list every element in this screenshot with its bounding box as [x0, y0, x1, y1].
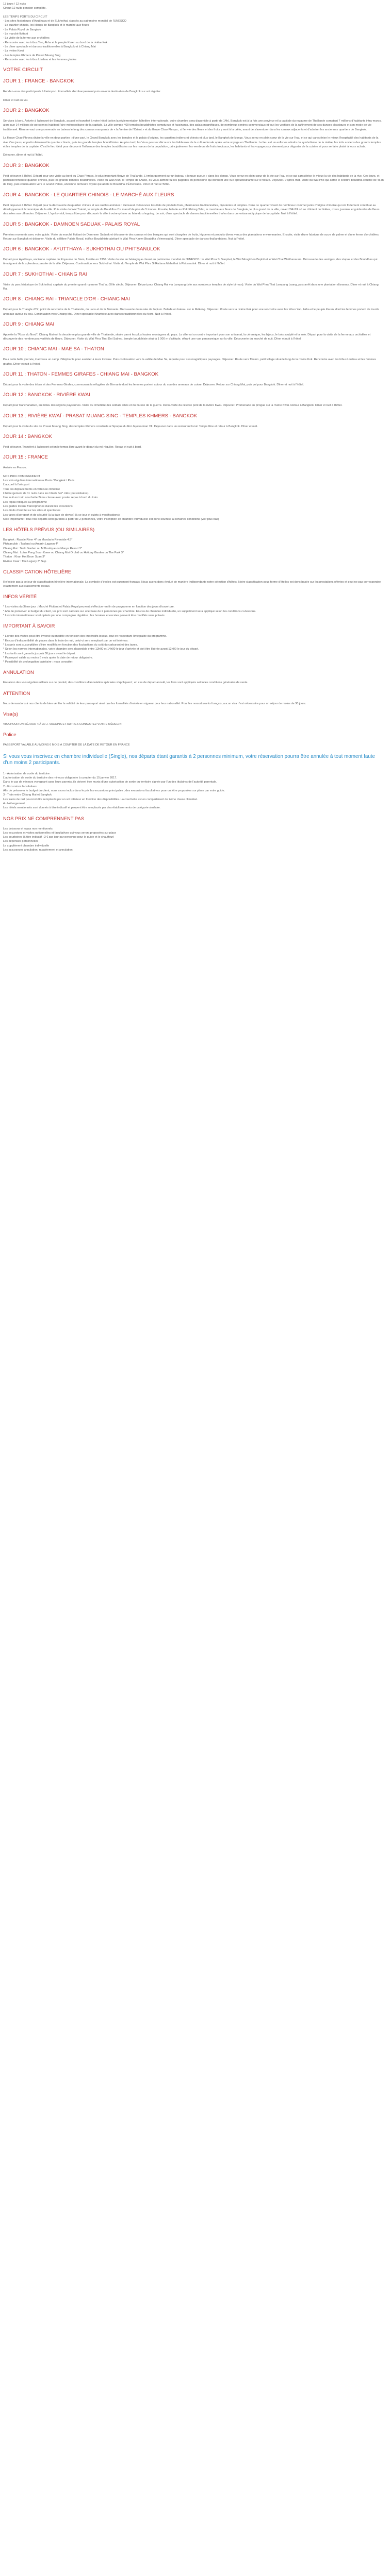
important-item: * Les prix sont susceptibles d'être modifiés en fonction des fluctuations du coût du carburant et des taxes.	[3, 643, 138, 647]
excluded-item: Les dépenses personnelles	[3, 840, 39, 843]
day-title: JOUR 11 : THATON - FEMMES GIRAFES - CHIANG MAI - BANGKOK	[3, 371, 158, 378]
hotel-item: Chiang Rai : Teak Garden ou M Boutique ou Manya Resort 3*	[3, 547, 82, 550]
day-title: JOUR 6 : BANGKOK - AYUTTHAYA - SUKHOTHAI OU PHITSANULOK	[3, 246, 160, 252]
important-item: * En cas d'indisponibilité de places dans le train de nuit, celui-ci sera remplacé par un vol intérieur.	[3, 639, 128, 642]
condition-item: L'autorisation de sortie du territoire des mineurs obligatoire à compter du 15 janvier 2017.	[3, 776, 117, 780]
day-title: JOUR 3 : BANGKOK	[3, 162, 50, 168]
day-description: Départ pour le Triangle d'Or, point de rencontre de la Thaïlande, du Laos et de la Birmanie. Découverte du musée de l'opium. Balade en bateau sur le Mékong. Déjeuner. Route vers la rivière Kok pour une rencontre avec les tribus Yao, Akha et le peuple Karen, dont les femmes portent de lourds anneaux autour du cou. Continuation vers Chiang Mai. Dîner spectacle Khantoke avec danses traditionnelles du Nord. Nuit à l'hôtel.	[3, 308, 379, 316]
important-list	[3, 634, 384, 664]
highlight-item: - Le quartier chinois, les klongs de Bangkok et le marché aux fleurs	[3, 24, 89, 27]
single-room-banner	[3, 754, 384, 767]
excluded-item: Le supplément chambre individuelle	[3, 844, 50, 848]
itinerary-days	[3, 78, 384, 470]
important-item: * Possibilité de prolongation balnéaire : nous consulter.	[3, 660, 73, 664]
hotels-title: LES HÔTELS PRÉVUS (OU SIMILAIRES)	[3, 527, 95, 533]
condition-item: 4 - Hébergement	[3, 802, 25, 805]
important-item: * L'ordre des visites peut être inversé ou modifié en fonction des impératifs locaux, tout en respectant l'intégralité du programme.	[3, 635, 167, 638]
day-title: JOUR 13 : RIVIÈRE KWAÏ - PRASAT MUANG SING - TEMPLES KHMERS - BANGKOK	[3, 413, 198, 419]
day-description: Services à bord. Arrivée à l'aéroport de Bangkok, accueil et transfert à votre hôtel (selon la réglementation hôtelière internationale, votre chambre sera disponible à partir de 14h). Bangkok est à la fois une province et la capitale du royaume de Thaïlande comptant 7 millions d'habitants intra-muros, alors que 14 millions de personnes habitent l'aire métropolitaine de la capitale. La ville compte 400 temples bouddhistes somptueux et fascinants, des palais magnifiques, de nombreux centres commerciaux et tout les vestiges de la raffinement de ses danses classiques et son mode de vie traditionnel. Rien ne vaut une promenade en bateau le long des canaux marquants de « la Venise de l'Orient » et du fleuve Chao Phraya ; si l'envie des fleurs et des fruits y sont à la crête, avant de s'aventurer dans les canaux adjacents et d'admirer les anciennes quartiers de Bangkok.	[3, 120, 382, 131]
included-item: Les vols réguliers internationaux Paris / Bangkok / Paris	[3, 479, 75, 483]
condition-item: Dans le cas de mineurs voyageant sans leurs parents, ils doivent être munis d'une autorisation de sortie du territoire signée par l'un des titulaires de l'autorité parentale.	[3, 781, 217, 784]
highlights-title: LES TEMPS FORTS DU CIRCUIT	[3, 15, 47, 19]
day-description: Départ pour Kanchanaburi, au milieu des régions paysannes. Visite du cimetière des soldats alliés et du musée de la guerre. Découverte du célèbre pont de la rivière Kwai. Déjeuner. Promenade en pirogue sur la rivière Kwai. Retour à Bangkok. Dîner et nuit à l'hôtel.	[3, 404, 343, 408]
visa-title: Visa(s)	[3, 711, 18, 717]
police-text: PASSEPORT VALABLE AU MOINS 6 MOIS À COMPTER DE LA DATE DE RETOUR EN FRANCE	[3, 743, 130, 747]
day-description: Pour cette belle journée, il arrivera un camp d'éléphants pour assister à leurs travaux. Puis continuation vers la vallée de Mae Sa, réputée pour ses magnifiques paysages. Déjeuner. Route vers Thaton, petit village situé le long de la rivière Kok. Rencontre avec les tribus Lisshau et les femmes girafes. Dîner et nuit à l'hôtel.	[3, 358, 376, 366]
day-description: Départ pour Ayutthaya, ancienne capitale du Royaume de Siam, fondée en 1350. Visite du site archéologique classé au patrimoine mondial de l'UNESCO : le Wat Phra Si Sanphet, le Wat Mongkhon Bophit et le Wat Chai Watthanaram. Découverte des vestiges, des stupas et des Bouddhas qui témoignent de la splendeur passée de la ville. Déjeuner. Continuation vers Sukhothai. Visite du Temple de Wat Phra Si Rattana Mahathat à Phitsanulok. Dîner et nuit à l'hôtel.	[3, 258, 378, 266]
important-item: * Passeport valide au moins 6 mois après la date de retour obligatoire.	[3, 656, 93, 659]
excluded-item: Les boissons et repas non mentionnés	[3, 827, 53, 831]
day-title: JOUR 2 : BANGKOK	[3, 108, 50, 114]
info-item: * Afin de préserver le budget du client, les prix sont calculés sur une base de 2 personnes par chambre. En cas de chambre individuelle, un supplément sera appliqué selon les conditions ci-dessous.	[3, 609, 256, 613]
itinerary-title: VOTRE CIRCUIT	[3, 67, 43, 73]
tour-intro	[3, 2, 384, 11]
included-item: Note importante : tous nos départs sont garantis à partir de 2 personnes, votre inscription en chambre individuelle est donc soumise à certaines conditions (voir plus bas)	[3, 517, 219, 521]
highlights-section	[3, 15, 384, 62]
info-title: INFOS VÉRITÉ	[3, 594, 37, 600]
condition-item: 1 - Autorisation de sortie du territoire	[3, 772, 50, 775]
classification-text: Il n'existe pas à ce jour de classification hôtelière internationale. La symbole d'étoiles est purement français. Nous avons donc évalué de manière indépendante notre sélection d'hôtels. Notre classification sous forme d'étoiles est donc basée sur les prestations offertes et peut ne pas correspondre exactement aux classements locaux.	[3, 580, 381, 588]
hotel-item: Rivière Kwaï : The Legacy 3* Sup	[3, 560, 46, 563]
attention-title: ATTENTION	[3, 690, 30, 696]
highlight-item: - Les temples Khmers de Prasat Muang Sing	[3, 54, 61, 57]
day-description: Arrivée en France.	[3, 466, 27, 470]
day-title: JOUR 8 : CHIANG RAI - TRIANGLE D'OR - CHIANG MAI	[3, 296, 130, 302]
info-item: * Les vols internationaux sont opérés par une compagnie régulière ; les horaires et escales peuvent être modifiés sans préavis.	[3, 614, 166, 618]
excluded-title: NOS PRIX NE COMPRENNENT PAS	[3, 815, 84, 821]
highlight-item: - Le marché flottant	[3, 32, 28, 36]
tour-board: Circuit 12 nuits pension complète.	[3, 7, 46, 10]
police-title: Police	[3, 732, 17, 738]
day-description: Départ pour la visite des tribus et des Femmes Girafes, communautés réfugiées de Birmanie dont les femmes portent autour du cou des anneaux de cuivre. Déjeuner. Retour sur Chiang Mai, puis vol pour Bangkok. Dîner et nuit à l'hôtel.	[3, 383, 304, 387]
condition-item: Afin de préserver le budget du client, nous avons inclus dans le prix les excursions principales ; des excursions facultatives pourront être proposées sur place par votre guide.	[3, 789, 225, 793]
classification-title: CLASSIFICATION HÔTELIÈRE	[3, 568, 72, 574]
important-item: * Les tarifs sont garantis jusqu'à 30 jours avant le départ.	[3, 652, 76, 655]
day-description: La fleuve Chao Phraya divise la ville en deux parties : d'une part, le Grand Bangkok avec les temples et le palais d'origine, les quartiers indiens et chinois et plus tard, le Bangkok de klongs. Vous serez en plein cœur de la vie sur l'eau et ce qui caractérise le mieux l'hospitalité des habitants de la rive. Ces jours, et particulièrement le quartier chinois, puis les grands temples bouddhistes. Au plus tard, les Vous pourrez découvrir les faiblesses de la culture locale après votre voyage en Thaïlande. Le lieu est un enfin les attraits du symbolisme de la rivière, les toits anciens des grands temples et les temples de la capitale. C'est le lieu idéal pour découvrir l'influence des temples bouddhistes sur les mœurs de la population, principalement les vendeurs de fruits tropicaux, les habitants et les voyageurs y viennent pour déguster de la cuisine et pour se faire plaisir à leurs achats.	[3, 137, 381, 148]
day-title: JOUR 9 : CHIANG MAI	[3, 321, 55, 327]
visa-text: VISA POUR UN SÉJOUR < À 30 J. VACCINS ET AUTRES CONSULTEZ VOTRE MÉDECIN	[3, 723, 122, 726]
cancellation-title: ANNULATION	[3, 669, 34, 675]
day-description: Appelée la "Rose du Nord", Chiang Mai est la deuxième plus grande ville de Thaïlande, située parmi les plus hautes montagnes du pays. La ville est un centre important pour son artisanat, la céramique, les bijoux, le bois sculpté et la soie. Départ pour la visite de la ferme aux orchidées et découverte des nombreuses variétés de fleurs. Déjeuner. Visite du Wat Phra That Doi Suthep, temple bouddhiste situé à 1 000 m d'altitude, offrant une vue panoramique sur la ville. Découverte du marché de nuit. Dîner et nuit à l'hôtel.	[3, 333, 371, 341]
included-item: Les repas indiqués au programme	[3, 500, 47, 504]
day-title: JOUR 10 : CHIANG MAI - MAE SA - THATON	[3, 346, 104, 352]
day-title: JOUR 1 : FRANCE - BANGKOK	[3, 78, 74, 84]
highlight-item: - Rencontre avec les tribus Yao, Akha et le peuple Karen au bord de la rivière Kok	[3, 41, 108, 44]
hotel-item: Chiang Mai : Lotus Pang Suan Kaew ou Chiang Mai Orchid ou Holiday Garden ou The Park 3*	[3, 551, 124, 554]
day-description: Déjeuner, dîner et nuit à l'hôtel.	[3, 154, 43, 157]
hotel-item: Phitsanulok : Topland ou Amarin Lagoon 4*	[3, 543, 58, 546]
cancellation-text: En raison des vols réguliers utilisés sur ce produit, des conditions d'annulation spéciales s'appliquent ; en cas de départ annulé, les frais sont appliqués selon les conditions générales de vente.	[3, 681, 249, 685]
included-item: L'hébergement de 11 nuits dans les hôtels 3/4* cités (ou similaires)	[3, 492, 89, 496]
highlight-item: - Rencontre avec les tribus Lisshau et les femmes girafes	[3, 58, 77, 61]
condition-item: Les hôtels mentionnés sont donnés à titre indicatif et peuvent être remplacés par des établissements de catégorie similaire.	[3, 806, 161, 810]
day-title: JOUR 12 : BANGKOK - RIVIÈRE KWAI	[3, 392, 90, 398]
included-item: Les guides locaux francophones durant les excursions	[3, 504, 73, 508]
day-description: Petit déjeuner à l'hôtel. Départ pour une visite au bord du Chao Phraya, le plus important fleuve de Thaïlande. L'embarquement sur un bateau « longue queue » dans les klongs. Vous serez en plein cœur de la vie sur l'eau et ce qui caractérise le mieux la vie des habitants de la rive. Ces jours, et particulièrement le quartier chinois, puis les grands temples bouddhistes. Visite du Wat Arun, le Temple de l'Aube, où vous admirerez les pagodes en porcelaine qui donnent une vue époustouflante sur le fleuve. Déjeuner. L'après-midi, visite du Wat Pho qui abrite le célèbre bouddha couché de 46 m de long, puis continuation vers le Grand Palais, ancienne demeure royale qui abrite le Bouddha d'Émeraude. Dîner et nuit à l'hôtel.	[3, 174, 384, 187]
hotel-item: Thaton : Khan Hot Boon Suan 3*	[3, 555, 45, 559]
day-title: JOUR 7 : SUKHOTHAI - CHIANG RAI	[3, 271, 87, 277]
info-list	[3, 605, 384, 618]
conditions-list	[3, 772, 384, 810]
important-item: * Selon les normes internationales, votre chambre sera disponible entre 12h00 et 14h00 le jour d'arrivée et doit être libérée avant 12h00 le jour du départ.	[3, 648, 199, 651]
day-description: Rendez-vous des participants à l'aéroport. Formalités d'embarquement puis envol à destination de Bangkok sur vol régulier.	[3, 90, 161, 94]
day-title: JOUR 14 : BANGKOK	[3, 433, 52, 439]
included-item: Une nuit en train couchette 2ème classe avec poster repas à bord du train	[3, 496, 98, 500]
attention-text: Nous demandons à nos clients de bien vérifier la validité de leur passeport ainsi que les formalités d'entrée en vigueur pour leur nationalité. Pour les ressortissants français, aucun visa n'est nécessaire pour un séjour de moins de 30 jours.	[3, 702, 306, 705]
included-title: NOS PRIX COMPRENNENT	[3, 474, 41, 478]
highlight-item: - Le dîner spectacle et danses traditionnelles à Bangkok et à Chiang Mai	[3, 45, 96, 48]
included-item: Les taxes d'aéroport et de sécurité (à la date de devise) (à ce jour et sujets à modifications)	[3, 513, 120, 517]
important-title: IMPORTANT À SAVOIR	[3, 623, 55, 629]
day-description: Dîner et nuit en vol.	[3, 98, 28, 102]
day-description: Petit déjeuner à l'hôtel. Départ pour la découverte du quartier chinois et ses ruelles animées : Yaowarat. Découvrez les étals de produits frais, pharmacies traditionnelles, bijouteries et temples. Dans ce quartier vivent de nombreux commerçants d'origine chinoise qui ont fortement contribué au développement économique de la ville. Puis visite du Wat Traimit, le temple du Bouddha d'or massif de plus de 5 tonnes. Ensuite, balade au Pak Khlong Talat, le marché aux fleurs de Bangkok, le plus grand de la ville, ouvert 24h/24 où se côtoient orchidées, roses, jasmins et guirlandes de fleurs destinées aux offrandes. Déjeuner. L'après-midi, temps libre pour découvrir la ville à votre rythme ou faire du shopping. Le soir, dîner spectacle de danses traditionnelles thaïes dans un restaurant typique de la capitale. Nuit à l'hôtel.	[3, 204, 380, 216]
day-description: Départ pour la visite du site de Prasat Muang Sing, des temples Khmers construits à l'époque du Roi Jayavarman VII. Déjeuner dans un restaurant local. Temps libre et retour à Bangkok. Dîner et nuit.	[3, 425, 258, 428]
banner-line: Si vous vous inscrivez en chambre individuelle (Single), nos départs étant garantis à 2 personnes minimum, votre réservation pourra être annulée à tout moment faute d'un moins 2 participants.	[3, 753, 375, 766]
day-description: Petit déjeuner. Transfert à l'aéroport selon le temps libre avant le départ du vol régulier. Repas et nuit à bord.	[3, 445, 142, 449]
condition-item: 2 - Excursions facultatives	[3, 785, 37, 788]
excluded-item: Les assurances annulation, rapatriement et annulation	[3, 848, 73, 852]
highlight-item: - Le Palais Royal de Bangkok	[3, 28, 41, 31]
day-description: Premiers moments avec votre guide. Visite du marché flottant de Damnoen Saduak et découverte des canaux et des barques qui sont chargées de fruits, légumes et produits divers venus des plantations environnantes. Ensuite, visite d'une fabrique de sucre de palme et d'une ferme d'orchidées. Retour sur Bangkok et déjeuner. Visite du célèbre Palais Royal, édifice Bouddhiste abritant le Wat Phra Kaew (Bouddha d'émeraude). Dîner spectacle de danses thaïlandaises. Nuit à l'hôtel.	[3, 233, 380, 241]
hotel-item: Bangkok : Royale River 4* ou Mandarin Riverside 4.5*	[3, 538, 73, 542]
excluded-item: Les pourboires (à titre indicatif : 3 € par jour par personne pour le guide et le chauffeur)	[3, 836, 115, 839]
highlight-item: - Les sites historiques d'Ayutthaya et de Sukhothai, classés au patrimoine mondial de l'UNESCO	[3, 20, 126, 23]
included-item: L'accueil à l'aéroport	[3, 483, 29, 487]
day-title: JOUR 4 : BANGKOK - LE QUARTIER CHINOIS - LE MARCHÉ AUX FLEURS	[3, 192, 174, 198]
highlight-item: - La rivière Kwai	[3, 49, 24, 53]
tour-duration: 13 jours / 12 nuits	[3, 3, 26, 6]
excluded-list	[3, 827, 384, 853]
info-item: * Les visites du 3ème jour : Marché Flottant et Palais Royal peuvent s'effectuer en fin de programme en fonction des jours d'ouverture.	[3, 605, 175, 609]
excluded-item: Les excursions et visites optionnelles et facultatives qui vous seront proposées sur place	[3, 831, 117, 835]
hotels-list	[3, 538, 384, 564]
included-section	[3, 474, 384, 521]
day-title: JOUR 5 : BANGKOK - DAMNOEN SADUAK - PALAIS ROYAL	[3, 221, 140, 227]
included-item: Tous les déplacements en véhicule climatisé	[3, 487, 60, 491]
day-title: JOUR 15 : FRANCE	[3, 454, 48, 461]
highlight-item: - La visite de la ferme aux orchidées	[3, 37, 50, 40]
condition-item: 3 - Train entre Chiang Mai et Bangkok	[3, 793, 52, 797]
day-description: Visite du parc historique de Sukhothai, capitale du premier grand royaume Thaï au XIIIe siècle. Déjeuner. Départ pour Chiang Rai via Lampang (site aux nombreux temples de style birman). Visite du Wat Phra That Lampang Luang, puis arrêt dans une plantation d'ananas. Dîner et nuit à Chiang Rai.	[3, 283, 379, 291]
included-item: Les droits d'entrée sur les sites et spectacles	[3, 509, 61, 513]
condition-item: Les trains de nuit pourront être remplacés par un vol intérieur en fonction des disponibilités. La couchette est en compartiment de 2ème classe climatisé.	[3, 798, 198, 801]
